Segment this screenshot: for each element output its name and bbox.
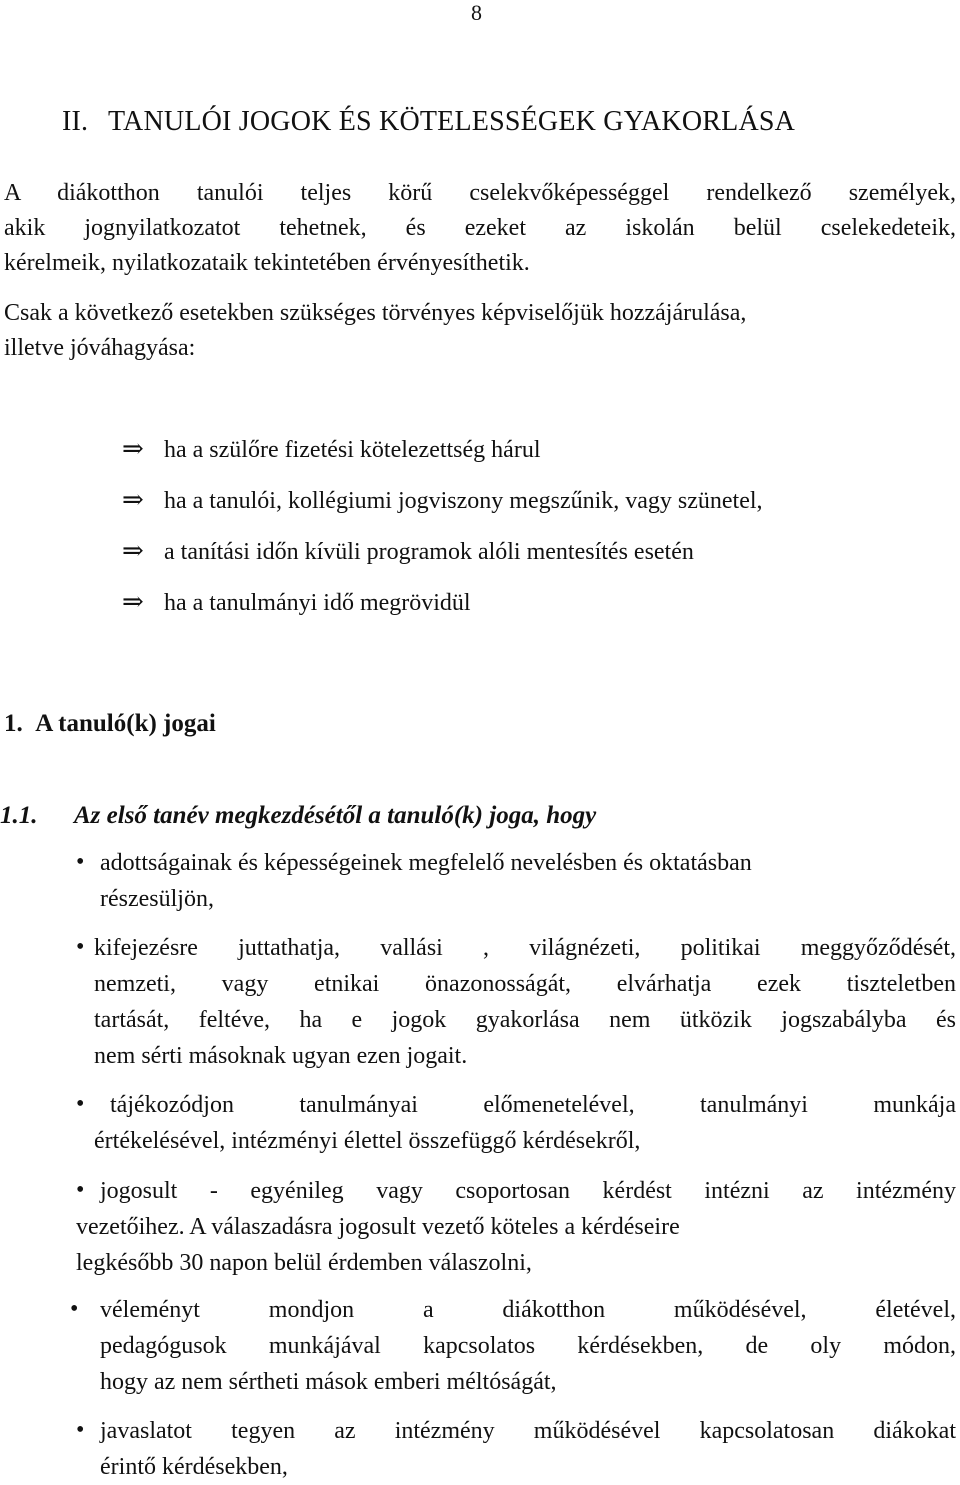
right-double-arrow-icon: ⇒ [122,587,144,616]
rights-item-line: részesüljön, [100,886,214,912]
intro-paragraph [4,176,956,281]
arrow-item-text: a tanítási időn kívüli programok alóli mentesítés esetén [164,539,694,565]
subsection-number: 1.1. [0,802,38,829]
section-title: A tanuló(k) jogai [35,710,216,737]
rights-item-line: nemzeti, vagy etnikai önazonosságát, elvárhatja ezek tiszteletben [94,971,956,997]
rights-item-line: javaslatot tegyen az intézmény működésével kapcsolatosan diákokat [100,1418,956,1444]
intro-line: akik jognyilatkozatot tehetnek, és ezeket az iskolán belül cselekedeteik, [4,215,956,241]
arrow-list-item [122,434,541,465]
rights-item-line: érintő kérdésekben, [100,1454,288,1480]
right-double-arrow-icon: ⇒ [122,434,144,463]
rights-item-line: vezetőihez. A válaszadásra jogosult vezető köteles a kérdéseire [76,1214,680,1240]
bullet-icon: • [76,1091,85,1117]
chapter-title [62,105,795,139]
rights-item-line: véleményt mondjon a diákotthon működésével, életével, [100,1297,956,1323]
bullet-icon: • [76,934,85,960]
section-heading [4,708,216,740]
rights-item-line: pedagógusok munkájával kapcsolatos kérdésekben, de oly módon, [100,1333,956,1359]
right-double-arrow-icon: ⇒ [122,536,144,565]
rights-item-line: jogosult - egyénileg vagy csoportosan kérdést intézni az intézmény [100,1178,956,1204]
rights-item-line: adottságainak és képességeinek megfelelő nevelésben és oktatásban [100,850,752,876]
arrow-list-item [122,485,763,516]
subsection-title: Az első tanév megkezdésétől a tanuló(k) joga, hogy [74,802,597,829]
bullet-icon: • [76,1417,85,1443]
rights-item-line: kifejezésre juttathatja, vallási , világnézeti, politikai meggyőződését, [94,935,956,961]
rights-list-item [76,1173,956,1281]
bullet-icon: • [76,849,85,875]
intro-line: A diákotthon tanulói teljes körű cselekvőképességgel rendelkező személyek, [4,180,956,206]
arrow-list-item [122,587,471,618]
rights-list-item [100,845,932,917]
right-double-arrow-icon: ⇒ [122,485,144,514]
chapter-number: II. [62,106,89,137]
arrow-item-text: ha a szülőre fizetési kötelezettség hárul [164,437,541,463]
subsection-heading [0,800,596,832]
consent-line: illetve jóváhagyása: [4,335,196,361]
rights-item-line: nem sérti másoknak ugyan ezen jogait. [94,1043,468,1069]
page-number: 8 [471,0,482,25]
arrow-item-text: ha a tanulmányi idő megrövidül [164,590,471,616]
rights-list-item [94,1087,956,1159]
arrow-item-text: ha a tanulói, kollégiumi jogviszony megszűnik, vagy szünetel, [164,488,763,514]
chapter-title-text: TANULÓI JOGOK ÉS KÖTELESSÉGEK GYAKORLÁSA [108,106,796,137]
rights-list-item [94,930,956,1074]
bullet-icon: • [76,1177,85,1203]
rights-list-item [100,1413,956,1485]
intro-line: kérelmeik, nyilatkozataik tekintetében érvényesíthetik. [4,250,530,276]
bullet-icon: • [70,1296,79,1322]
rights-list-item [100,1292,956,1400]
consent-line: Csak a következő esetekben szükséges törvényes képviselőjük hozzájárulása, [4,300,747,326]
rights-item-line: értékelésével, intézményi élettel összefüggő kérdésekről, [94,1128,641,1154]
rights-item-line: legkésőbb 30 napon belül érdemben válaszolni, [76,1250,532,1276]
rights-item-line: hogy az nem sértheti mások emberi méltóságát, [100,1369,557,1395]
arrow-list-item [122,536,694,567]
consent-paragraph [4,296,746,366]
rights-item-line: tartását, feltéve, ha e jogok gyakorlása nem ütközik jogszabályba és [94,1007,956,1033]
rights-item-line: tájékozódjon tanulmányai előmenetelével, tanulmányi munkája [110,1092,956,1118]
section-number: 1. [4,710,23,737]
